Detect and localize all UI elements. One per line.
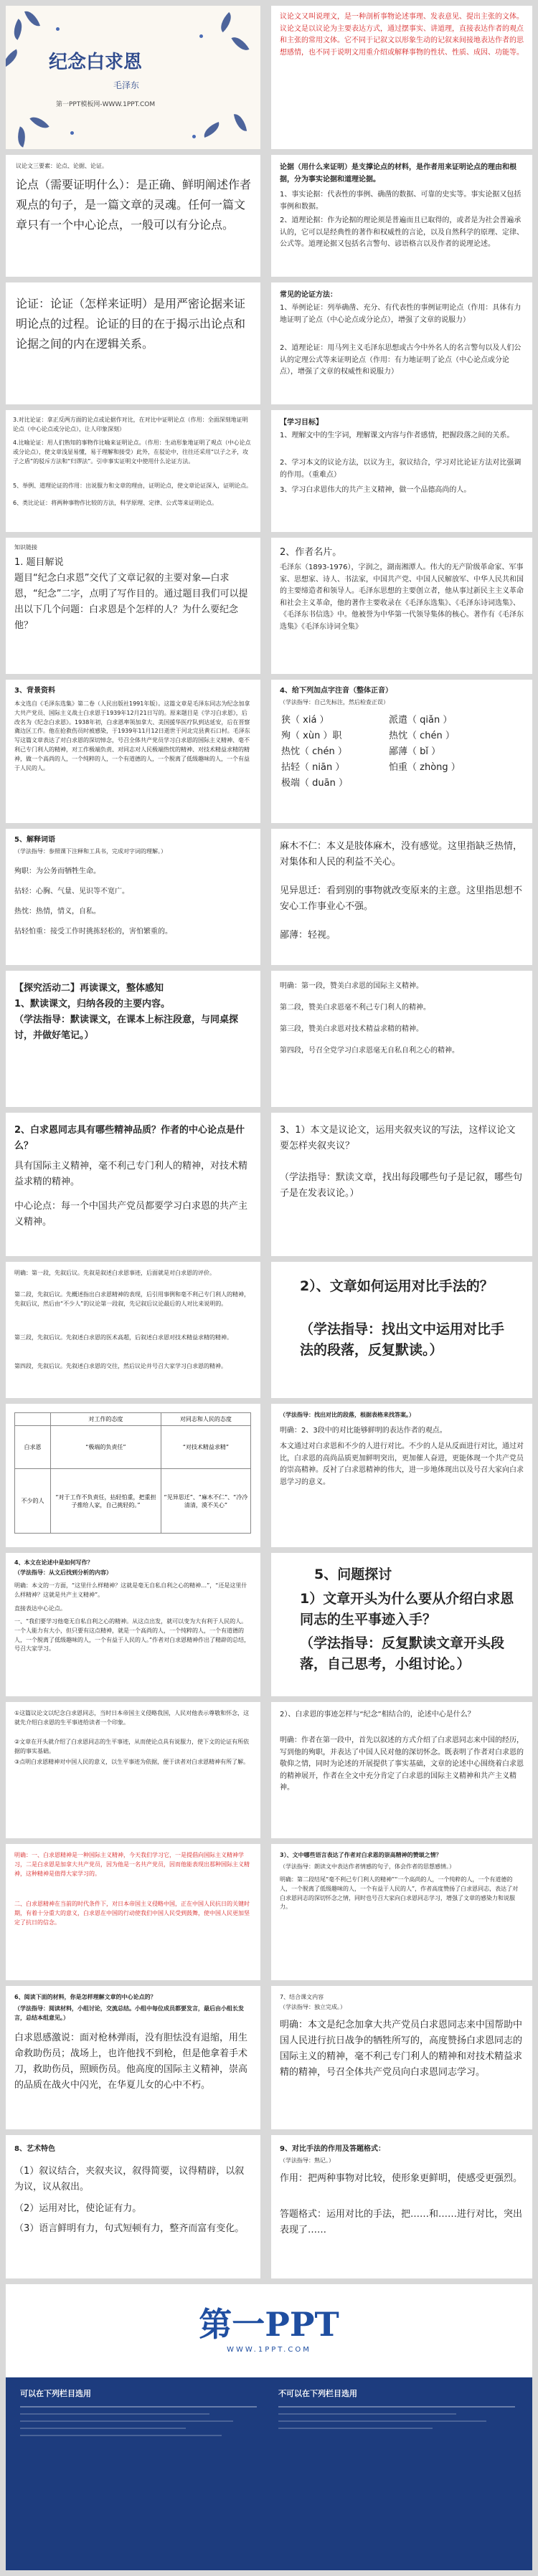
contrast-answer: 明确：2、3段中的对比能够鲜明的表达作者的观点。 (280, 1427, 447, 1435)
slide-praise-language (271, 1844, 532, 1980)
method-example: 1、举例论证：列举确凿、充分、有代表性的事例证明论点（作用：具体有力地证明了论点（中心论点或分论点），增强了文章的说服力） (280, 304, 522, 324)
art-item: （2）运用对比，使论证有力。 (14, 2203, 142, 2214)
slide-explore-2 (6, 971, 260, 1107)
table-cell: “见异思迁”、“麻木不仁”、“冷冷清清，漠不关心” (161, 1469, 250, 1534)
problem-heading: 5、问题探讨 (314, 1567, 392, 1582)
material-question: 6、阅读下面的材料，你是怎样理解文章的中心论点的？ (14, 1994, 156, 2000)
footer-col-title: 可以在下列栏目选用 (20, 2389, 91, 2398)
slide-contrast-answer (271, 1404, 532, 1547)
footer-col-allowed (20, 2387, 257, 2436)
intro-slide (271, 6, 532, 149)
background-body: 本文选自《毛泽东选集》第二卷（人民出版社1991年版）。这篇文章是毛泽东同志为纪念加拿大共产党员、国际主义战士白求恩于1939年12月21日写的。原来题目是《学习白求恩》，后改名为《纪念白求恩》。1938年初，白求恩率领加拿大、美国援华医疗队到达延安，后在晋察冀边区工作。他在抢救伤员时被感染，于1939年11月12日逝世于河北完县黄石口村。毛泽东写这篇文章表达了对白求恩的深切悼念，号召全体共产党员学习白求恩的国际主义精神、毫不利己专门利人的精神，对工作极端负责、对同志对人民极端热忱的精神、对技术精益求精的精神，做一个高尚的人，一个纯粹的人，一个有道德的人，一个脱离了低级趣味的人，一个有益于人民的人。 (14, 700, 250, 771)
slide-problem-explore (271, 1553, 532, 1696)
thesis-definition: 论点（需要证明什么）：是正确、鲜明阐述作者观点的句子，是一篇文章的灵魂。任何一篇文章只有一个中心论点，一般可以有分论点。 (16, 178, 252, 232)
slide-learning-goals (271, 410, 532, 532)
slide-material-reading (6, 1986, 260, 2129)
goal-3: 3、学习白求恩伟大的共产主义精神，做一个品德高尚的人。 (280, 486, 471, 494)
narrate-guide: （学法指导：默读文章，找出每段哪些句子是记叙，哪些句子是在发表议论。） (280, 1172, 523, 1199)
explore-heading: 【探究活动二】再读课文，整体感知 (14, 983, 164, 994)
slide-argument-methods (271, 282, 532, 404)
summary-body: 明确：本文是纪念加拿大共产党员白求恩同志来中国帮助中国人民进行抗日战争的牺牲所写的，高度赞扬白求恩同志的国际主义的精神，毫不利己专门利人的精神和对技术精益求精的精神，号召全体共产党员向白求恩同志学习。 (280, 2020, 523, 2078)
argumentation-definition: 论证：论证（怎样来证明）是用严密论据来证明论点的过程。论证的目的在于揭示出论点和论据之间的内在逻辑关系。 (16, 297, 246, 351)
art-heading: 8、艺术特色 (14, 2145, 55, 2153)
writing-item: 明确：本文的一方面，“这里什么样精神？这就是毫无自私自利之心的精神…”，“还是这里什么样精神？这就是共产主义精神”。 (14, 1582, 247, 1598)
pronunciation-list (281, 713, 518, 792)
method-analogy: 6、类比论证：将两种事物作比较的方法，科学原理、定律、公式等来证明论点。 (13, 500, 218, 506)
table-cell: “对于工作不负责任，拈轻怕重，把重担子推给人家，自己挑轻的。” (51, 1469, 161, 1534)
art-item: （1）叙议结合，夹叙夹议，叙得简要，议得精辟，以叙为议，议从叙出。 (14, 2166, 245, 2193)
structure-item: 明确：第一段，先叙后议。先叙是叙述白求恩事迹，后面就是对白求恩的评价。 (14, 1270, 215, 1276)
praise-answer: 明确：第二段结尾“毫不利己专门利人的精神”“一个高尚的人，一个纯粹的人，一个有道德的人，一个脱离了低级趣味的人，一个有益于人民的人”，作者高度赞扬了白求恩同志，表达了对白求恩同志的深切怀念之情，同时也号召大家向白求恩同志学习，增强了文章的感染力和说服力。 (280, 1876, 519, 1911)
pronunciation-heading: 4、给下列加点字注音（整体正音） (280, 687, 392, 695)
footer-logo: 第一PPT (199, 2305, 339, 2344)
slide-more-methods (6, 410, 260, 532)
words-subheading: （学法指导：参照课下注释和工具书，完成对字词的理解。） (14, 848, 166, 855)
cover-site: 第一PPT模板网-WWW.1PPT.COM (56, 101, 156, 108)
pronunciation-item: 派遣（ qiǎn ） (389, 715, 453, 726)
leaf-decoration (9, 19, 27, 40)
footer-slide (6, 2284, 532, 2570)
footer-logo-area (6, 2299, 532, 2363)
title-explain-body: 题目“纪念白求恩”交代了文章记叙的主要对象—白求恩，“纪念”二字，点明了写作目的。通过题目我们可以提出以下几个问题：白求恩是个怎样的人？为什么要纪念他？ (14, 573, 248, 632)
pronunciation-item: 鄙薄（ bǐ ） (389, 746, 441, 758)
deeds-question: 2）、白求恩的事迹怎样与“纪念”相结合的，论述中心是什么？ (280, 1711, 475, 1719)
slide-opening-reason (6, 1702, 260, 1838)
leaf-decoration (231, 33, 249, 54)
table-cell: “对技术精益求精” (161, 1426, 250, 1469)
slide-deeds-commemoration (271, 1702, 532, 1838)
word-item: 鄙薄：轻视。 (280, 930, 336, 941)
slide-art-features (6, 2135, 260, 2278)
format-heading: 9、对比手法的作用及答题格式： (280, 2145, 385, 2153)
cover-title: 纪念白求恩 (49, 52, 143, 73)
method-reason: 2、道理论证：用马列主义毛泽东思想或古今中外名人的名言警句以及人们公认的定理公式等来证明论点（作用：有力地证明了论点（中心论点或分论点），增强了文章的权威性和说服力） (280, 344, 522, 376)
pronunciation-item: 热忱（ chén ） (281, 746, 347, 758)
pronunciation-item: 极端（ duān ） (281, 778, 348, 789)
reason-item: ①这篇议论文以纪念白求恩同志，当时日本帝国主义侵略我国，人民对他表示尊敬和怀念，这就先介绍白求恩的生平事迹给读者一个印象。 (14, 1710, 250, 1726)
praise-question: 3）、文中哪些语言表达了作者对白求恩的崇高精神的赞颂之情？ (280, 1852, 442, 1858)
slide-word-meanings-2 (271, 829, 532, 965)
art-item: （3）语言鲜明有力，句式短顿有力，整齐而富有变化。 (14, 2223, 245, 2234)
word-item: 热忱：热情，情义，自私。 (14, 908, 100, 916)
writing-subheading: （学法指导：从文后找到分析的内容） (14, 1569, 112, 1576)
method-metaphor: 4.比喻论证：用人们熟知的事物作比喻来证明论点。（作用：生动形象地证明了观点（中心论点或分论点），使文章浅显易懂，易于理解和接受）此外，在驳论中，往往还采用“以子之矛，攻子之盾”的驳斥方法和“归谬法”。引申事实证明文中使用什么论证方法。 (13, 439, 251, 465)
pronunciation-item: 狭（ xiá ） (281, 715, 329, 726)
knowledge-heading: 知识链接 (14, 544, 37, 551)
material-guide: （学法指导：阅读材料，小组讨论，交流总结。小组中每位成员都要发言，最后由小组长发言，总结本组意见。） (14, 2005, 244, 2021)
slide-argumentation (6, 282, 260, 404)
word-item: 殉职：为公务而牺牲生命。 (14, 868, 100, 875)
evidence-reason: 2、道理论据：作为论据的理论须是普遍而且已取得的，或者是为社会普遍承认的，它可以是经典性的著作和权威性的言论，以及自然科学的原理、定律、公式等。道理论据又包括名言警句、谚语格言以及作者的说理论述。 (280, 217, 524, 248)
goal-1: 1、理解文中的生字词，理解课文内容与作者感情，把握段落之间的关系。 (280, 432, 514, 439)
footer-col-denied (278, 2387, 515, 2429)
cover-author: 毛泽东 (113, 80, 140, 90)
writing-heading: 4、本文在论述中是如何写作？ (14, 1559, 93, 1566)
method-function: 5、举例、道理论证的作用：出说服力和文章的理由，证明论点，使文章论证深入，证明论点。 (13, 483, 253, 489)
slide-heading: 议论文三要素：论点、论据、论证。 (16, 163, 108, 169)
summary-heading: 7、结合课文内容 (280, 1994, 324, 2000)
author-heading: 2、作者名片。 (280, 547, 342, 558)
slide-argument-elements (6, 155, 260, 277)
word-item: 拈轻：心胸、气量、见识等不宽广。 (14, 888, 129, 895)
explore-guide: （学法指导：默读课文，在课本上标注段意，与同桌探讨，并做好笔记。） (14, 1014, 239, 1042)
slide-background (6, 680, 260, 823)
intro-text: 议论文又叫说理文，是一种剖析事物论述事理、发表意见、提出主张的文体。议论文是以议论为主要表达方式，通过摆事实、讲道理，直接表达作者的观点和主张的常用文体。它不同于记叙文以形象生动的记叙来间接地表达作者的思想感情，也不同于说明文用重介绍或解释事物的性状、性质、成因、功能等。 (280, 13, 524, 57)
goal-2: 2、学习本文的议论方法，以议为主，叙议结合，学习对比论证方法对比强调的作用。（重难点） (280, 459, 522, 479)
pronunciation-item: 拈轻（ niān ） (281, 762, 345, 774)
spirit-answer: 具有国际主义精神，毫不利己专门利人的精神，对技术精益求精的精神。 (14, 1161, 248, 1188)
pronunciation-subheading: （学法指导：自己先标注，然后检查正误） (280, 699, 389, 705)
contrast-answer-heading: （学法指导：找出对比的段落，根据表格来找答案。） (280, 1412, 415, 1418)
table-header: 对同志和人民的态度 (161, 1413, 250, 1426)
methods-heading: 常见的论证方法： (280, 291, 337, 299)
summary-guide: （学法指导：独立完成。） (280, 2004, 346, 2010)
method-contrast: 3.对比论证：拿正反两方面的论点或论据作对比，在对比中证明论点（作用：全面深刻地证明论点（中心论点或分论点），让人印象深刻） (13, 417, 248, 432)
writing-item: 一、“我们要学习他毫无自私自利之心的精神。从这点出发，就可以变为大有利于人民的人。一个人能力有大小，但只要有这点精神，就是一个高尚的人，一个纯粹的人，一个有道德的人，一个脱离了低级趣味的人，一个有益于人民的人。”作者对白求恩精神作出了精辟的总结，号召大家学习。 (14, 1618, 250, 1653)
leaf-decoration (6, 49, 22, 67)
table-cell: 白求恩 (15, 1426, 51, 1469)
deeds-answer: 明确：作者在第一段中，首先以叙述的方式介绍了白求恩同志来中国的经历，写到他的殉职，并表达了中国人民对他的深切怀念。既表明了作者对白求恩的敬仰之情，同时为论述的开展提供了事实基础，文章的论述中心围绕着白求恩的精神展开，作者在全文中充分肯定了白求恩的国际主义精神和共产主义精神。 (280, 1736, 524, 1792)
format-template: 答题格式：运用对比的手法，把……和……进行对比，突出表现了…… (280, 2209, 523, 2236)
format-guide: （学法指导：熟记。） (280, 2157, 334, 2164)
slide-pronunciation (271, 680, 532, 823)
contrast-answer: 本文通过对白求恩和不少的人进行对比。不少的人是从反面进行对比，通过对比，白求恩的高尚品质更加鲜明突出，更加催人奋进，更能体现一个共产党员的崇高精神。反衬了白求恩精神的伟大，进一步地体现出以及号召大家向白求恩学习的意义。 (280, 1443, 524, 1486)
word-item: 见异思迁：看到别的事物就改变原来的主意。这里指思想不安心工作事业心不强。 (280, 885, 523, 913)
words-heading: 5、解释词语 (14, 836, 55, 844)
narrate-question: 3、1）本文是议论文，运用夹叙夹议的写法，这样议论文要怎样夹叙夹议？ (280, 1125, 516, 1152)
thesis-answer: 中心论点：每一个中国共产党员都要学习白求恩的共产主义精神。 (14, 1201, 248, 1228)
slide-spirit-thesis (6, 1113, 260, 1256)
table-header (15, 1413, 51, 1426)
slide-paragraph-structure (6, 1262, 260, 1398)
slide-contrast-table (6, 1404, 260, 1547)
slide-paragraph-summary (271, 971, 532, 1107)
contrast-guide: （学法指导：找出文中运用对比手法的段落，反复默读。） (300, 1321, 505, 1359)
slide-title-explain (6, 538, 260, 674)
internationalism-item: 明确：一、白求恩精神是一种国际主义精神，今天我们学习它，一是提倡向国际主义精神学习，二是白求恩是加拿大共产党员，因为他是一名共产党员，因而他能表现出那种国际主义精神，这种精神是值得大家学习的。 (14, 1852, 250, 1877)
slide-narrate-argue (271, 1113, 532, 1256)
word-item: 麻木不仁：本义是肢体麻木，没有感觉。这里指缺乏热情，对集体和人民的利益不关心。 (280, 841, 523, 868)
word-item: 拈轻怕重：接受工作时挑拣轻松的，害怕繁重的。 (14, 928, 172, 936)
reason-item: ②文章在开头就介绍了白求恩同志的生平事迹，从而使论点具有说服力，使下文的论证有所依据的事实基础。 (14, 1739, 250, 1754)
evidence-fact: 1、事实论据：代表性的事例、确凿的数据、可靠的史实等。事实论据又包括事例和数据。 (280, 191, 522, 211)
slide-word-meanings (6, 829, 260, 965)
goals-heading: 【学习目标】 (280, 419, 323, 427)
pronunciation-item: 殉（ xùn ）职 (281, 731, 342, 742)
title-explain-heading: 1. 题目解说 (14, 557, 64, 568)
footer-panel (6, 2377, 532, 2570)
praise-guide: （学法指导：朗读文中表达作者情感的句子，体会作者的思想感情。） (280, 1863, 455, 1870)
slide-writing-method (6, 1553, 260, 1696)
spirit-question: 2、白求恩同志具有哪些精神品质？作者的中心论点是什么？ (14, 1125, 245, 1152)
leaf-decoration (234, 113, 247, 133)
slide-summary (271, 1986, 532, 2129)
leaf-decoration (14, 126, 29, 147)
slide-evidence (271, 155, 532, 277)
table-header: 对工作的态度 (51, 1413, 161, 1426)
contrast-question: 2）、文章如何运用对比手法的？ (300, 1278, 494, 1294)
pronunciation-item: 怕重（ zhòng ） (389, 762, 461, 774)
evidence-heading: 论据（用什么来证明）是支撑论点的材料，是作者用来证明论点的理由和根据，分为事实论据和道理论据。 (280, 163, 516, 184)
pronunciation-item: 热忱（ chén ） (389, 731, 455, 742)
leaf-decoration (29, 113, 49, 133)
contrast-table (14, 1412, 251, 1534)
material-body: 白求恩感激说：面对枪林弹雨，没有胆怯没有退缩，用生命救助伤员；战场上，也许他找不到枪，但是他拿着手术刀，救助伤员，照顾伤员。他高度的国际主义精神，崇高的品质在战火中闪光，在华夏儿女的心中不朽。 (14, 2033, 248, 2091)
footer-col-title: 不可以在下列栏目选用 (278, 2389, 357, 2398)
leaf-decoration (201, 122, 222, 138)
explore-question: 1、默读课文，归纳各段的主要内容。 (14, 999, 171, 1009)
author-body: 毛泽东（1893-1976），字润之，湖南湘潭人。伟大的无产阶级革命家、军事家、思想家、诗人、书法家，中国共产党、中国人民解放军、中华人民共和国的主要缔造者和领导人。毛泽东思想的主要创立者，他从事过新民主主义革命和社会主义革命，他的著作主要收录在《毛泽东选集》、《毛泽东诗词选集》、《毛泽东书信选》中。他被誉为中华第一代领导集体的核心。著作有《毛泽东选集》《毛泽东诗词全集》 (280, 564, 524, 631)
problem-guide: （学法指导：反复默读文章开头段落，自己思考，小组讨论。） (300, 1635, 505, 1673)
slide-author-card (271, 538, 532, 674)
paragraph-summary: 第三段，赞美白求恩对技术精益求精的精神。 (280, 1025, 423, 1033)
leaf-decoration (24, 8, 40, 29)
leaf-decoration (216, 12, 236, 32)
writing-item: 直接表达中心论点。 (14, 1605, 66, 1612)
slide-contrast-question (271, 1262, 532, 1398)
reason-item: ③点明白求恩精神对中国人民的意义，以生平事迹为依据，便于读者对白求恩精神有所了解。 (14, 1759, 250, 1765)
problem-question: 1）文章开头为什么要从介绍白求恩同志的生平事迹入手？ (300, 1591, 514, 1628)
slide-internationalism (6, 1844, 260, 1980)
background-heading: 3、背景资料 (14, 687, 55, 695)
slide-contrast-format (271, 2135, 532, 2278)
paragraph-summary: 第二段，赞美白求恩毫不利己专门利人的精神。 (280, 1004, 430, 1012)
structure-item: 第四段，先叙后议。先叙述白求恩的交往，然后议论并号召大家学习白求恩的精神。 (14, 1363, 227, 1369)
table-cell: “极端的负责任” (51, 1426, 161, 1469)
footer-url: WWW.1PPT.COM (227, 2346, 311, 2354)
structure-item: 第二段，先叙后议。先概述指出白求恩精神的表现，后引用事例和毫不利己专门利人的精神，先叙后议，然后由“不少人”的议论第一段叙，先记叙后议论最后的人对比来说明的。 (14, 1291, 250, 1307)
structure-item: 第三段，先叙后议。先叙述白求恩的医术高超，后叙述白求恩对技术精益求精的精神。 (14, 1334, 232, 1341)
internationalism-item: 二、白求恩精神在当前的时代条件下，对日本帝国主义侵略中国，正在中国人民抗日的关键时期，有着十分重大的意义，白求恩在中国的行动使我们中国人民受到鼓舞，使中国人民更加坚定了抗日的信念。 (14, 1901, 250, 1926)
table-cell: 不少的人 (15, 1469, 51, 1534)
cover-slide (6, 6, 260, 149)
paragraph-summary: 明确：第一段，赞美白求恩的国际主义精神。 (280, 982, 423, 990)
format-effect: 作用：把两种事物对比较，使形象更鲜明，使感受更强烈。 (280, 2173, 523, 2184)
paragraph-summary: 第四段，号召全党学习白求恩毫无自私自利之心的精神。 (280, 1047, 459, 1055)
